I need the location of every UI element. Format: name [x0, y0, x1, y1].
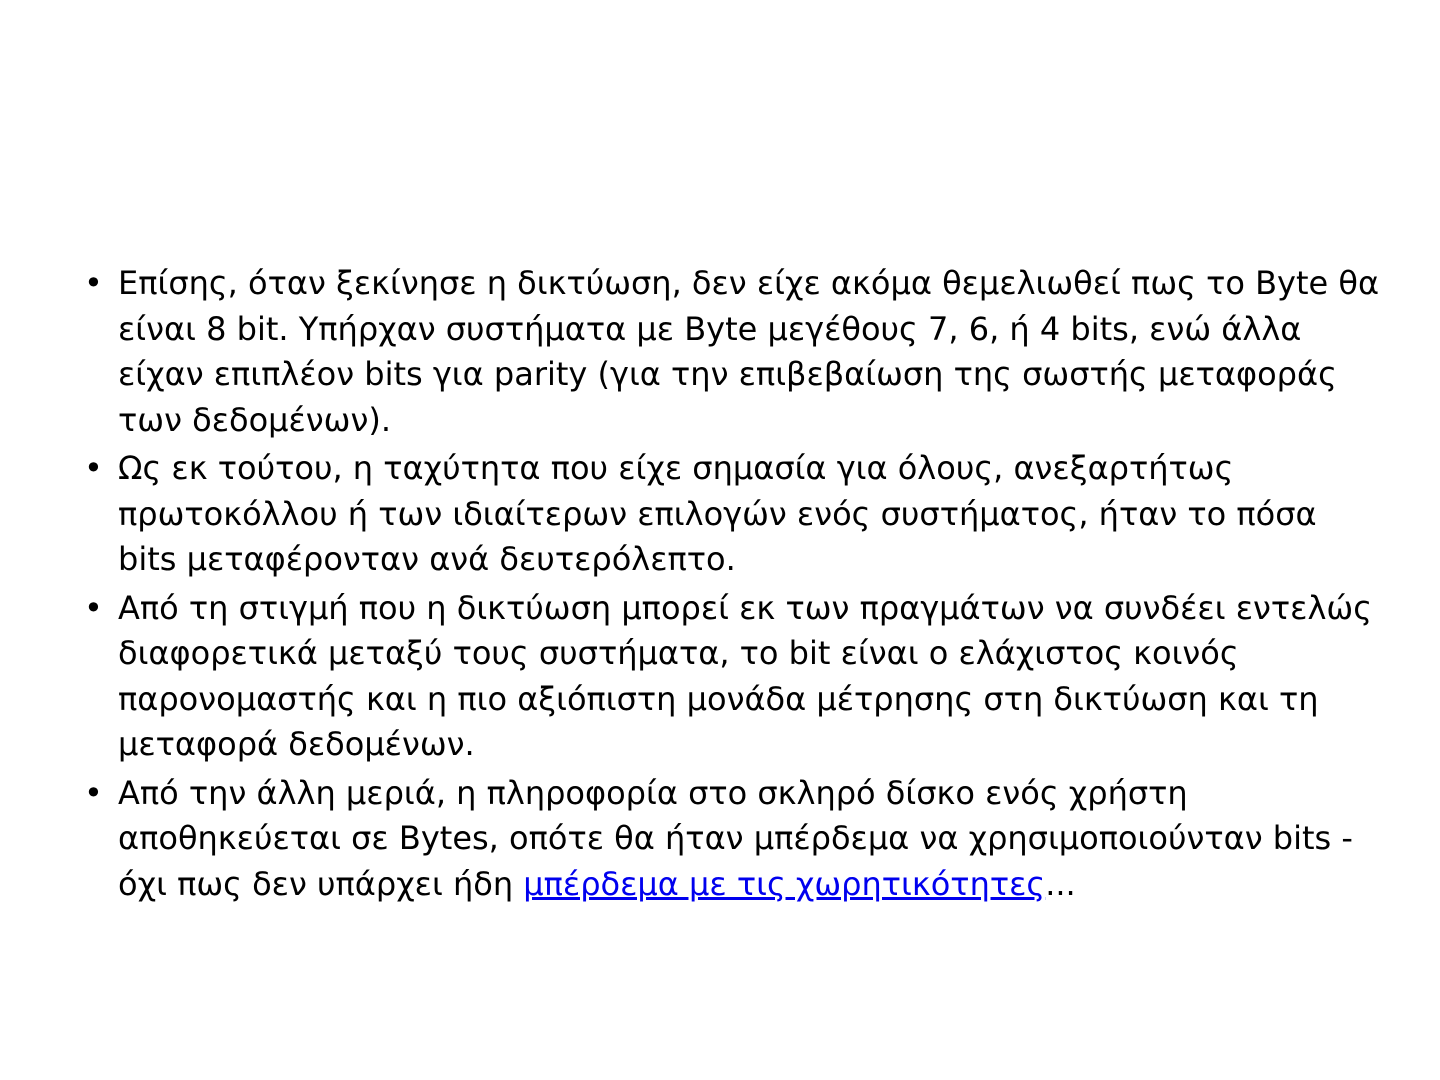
bullet-icon: • [84, 773, 103, 812]
bullet-item-2 [84, 446, 1384, 583]
bullet-icon: • [84, 588, 103, 627]
bullet-icon: • [84, 449, 103, 487]
bullet-item-3 [84, 586, 1384, 768]
bullet-text: Από την άλλη μεριά, η πληροφορία στο σκληρό δίσκο ενός χρήστη αποθηκεύεται σε Bytes, οπότε θα ήταν μπέρδεμα να χρησιμοποιούνταν bits - όχι πως δεν υπάρχει ήδη [118, 773, 1353, 903]
bullet-text: Ως εκ τούτου, η ταχύτητα που είχε σημασία για όλους, ανεξαρτήτως πρωτοκόλλου ή των ιδιαίτερων επιλογών ενός συστήματος, ήταν το πόσα bits μεταφέρονταν ανά δευτερόλεπτο. [118, 449, 1317, 578]
bullet-text: Επίσης, όταν ξεκίνησε η δικτύωση, δεν είχε ακόμα θεμελιωθεί πως το Byte θα είναι 8 bit. Υπήρχαν συστήματα με Byte μεγέθους 7, 6, ή 4 bits, ενώ άλλα είχαν επιπλέον bits για parity (για την επιβεβαίωση της σωστής μεταφοράς των δεδομένων). [118, 264, 1380, 439]
capacity-confusion-link[interactable]: μπέρδεμα με τις χωρητικότητες [523, 864, 1046, 903]
bullet-item-1 [84, 261, 1384, 443]
bullet-text: Από τη στιγμή που η δικτύωση μπορεί εκ των πραγμάτων να συνδέει εντελώς διαφορετικά μεταξύ τους συστήματα, το bit είναι ο ελάχιστος κοινός παρονομαστής και η πιο αξιόπιστη μονάδα μέτρησης στη δικτύωση και τη μεταφορά δεδομένων. [118, 588, 1372, 763]
bullet-icon: • [84, 264, 103, 302]
bullet-trailing-text: ... [1045, 864, 1076, 903]
bullet-list [84, 261, 1384, 910]
bullet-item-4 [84, 771, 1384, 908]
